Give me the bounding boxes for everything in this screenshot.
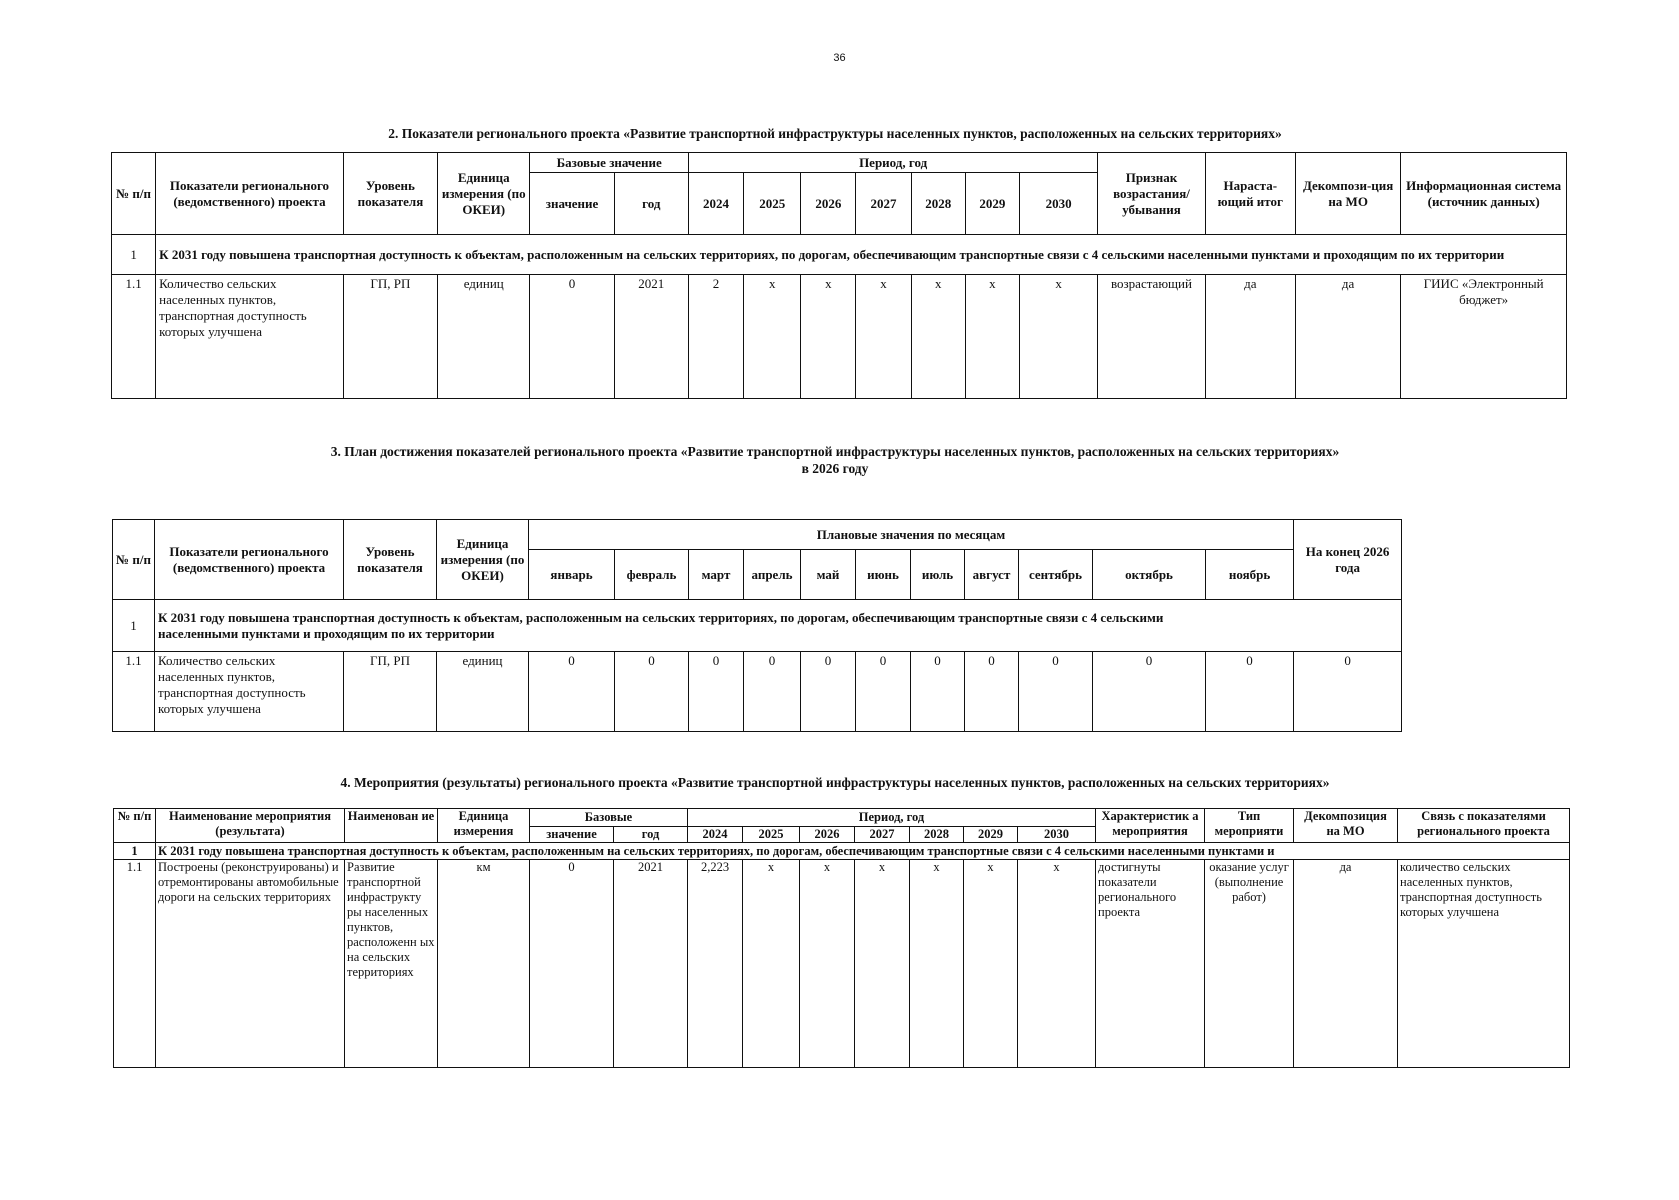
header-unit: Единица измерения (по ОКЕИ) — [438, 153, 530, 235]
row-unit: единиц — [438, 275, 530, 399]
header-year: 2027 — [855, 827, 910, 843]
table-row — [112, 275, 1567, 399]
header-month: июль — [911, 550, 965, 600]
row-value: 0 — [529, 652, 615, 732]
row-value: х — [1019, 275, 1097, 399]
row-value: 0 — [615, 652, 689, 732]
header-year: 2024 — [688, 173, 743, 235]
header-year: 2030 — [1018, 827, 1096, 843]
section3-title-line2: в 2026 году — [801, 461, 869, 476]
header-cumulative: Нараста-ющий итог — [1205, 153, 1295, 235]
section3-title — [110, 443, 1560, 477]
section2-title: 2. Показатели регионального проекта «Развитие транспортной инфраструктуры населенных пунктов, расположенных на сельских территориях» — [388, 126, 1282, 141]
row-end-value: 0 — [1294, 652, 1402, 732]
header-indicator: Показатели регионального (ведомственного) проекта — [156, 153, 344, 235]
row-base-year: 2021 — [614, 275, 688, 399]
header-num: № п/п — [112, 153, 156, 235]
header-characteristic: Характеристик а мероприятия — [1096, 809, 1205, 843]
row-value: 0 — [744, 652, 801, 732]
row-value: х — [911, 275, 965, 399]
goal-num: 1 — [112, 235, 156, 275]
header-period: Период, год — [688, 809, 1096, 827]
header-base-value: значение — [530, 173, 614, 235]
header-base-year: год — [614, 827, 688, 843]
header-year: 2028 — [911, 173, 965, 235]
measures-table — [113, 808, 1570, 1068]
row-value: х — [800, 860, 855, 1068]
row-unit: единиц — [437, 652, 529, 732]
row-decomp: да — [1295, 275, 1400, 399]
header-year: 2026 — [801, 173, 856, 235]
header-month: май — [801, 550, 856, 600]
row-unit: км — [438, 860, 530, 1068]
row-value: 0 — [965, 652, 1019, 732]
row-name: Построены (реконструированы) и отремонтированы автомобильные дороги на сельских территориях — [156, 860, 345, 1068]
row-value: 0 — [911, 652, 965, 732]
row-value: 2,223 — [688, 860, 743, 1068]
row-info: ГИИС «Электронный бюджет» — [1401, 275, 1567, 399]
header-base-value: значение — [530, 827, 614, 843]
row-value: х — [964, 860, 1018, 1068]
row-num: 1.1 — [113, 652, 155, 732]
row-base-value: 0 — [530, 275, 614, 399]
row-num: 1.1 — [112, 275, 156, 399]
header-months-group: Плановые значения по месяцам — [529, 520, 1294, 550]
goal-text: К 2031 году повышена транспортная доступность к объектам, расположенным на сельских территориях, по дорогам, обеспечивающим транспортные связи с 4 сельскими населенными пунктами и проходящим по их территории — [155, 600, 1402, 652]
row-value: 0 — [1206, 652, 1294, 732]
row-base-year: 2021 — [614, 860, 688, 1068]
row-value: 0 — [1019, 652, 1093, 732]
row-sign: возрастающий — [1098, 275, 1205, 399]
row-value: 0 — [1093, 652, 1206, 732]
table-row — [113, 652, 1402, 732]
row-characteristic: достигнуты показатели регионального проекта — [1096, 860, 1205, 1068]
row-level: ГП, РП — [344, 652, 437, 732]
row-level: ГП, РП — [343, 275, 437, 399]
row-num: 1.1 — [114, 860, 156, 1068]
header-year: 2029 — [965, 173, 1019, 235]
header-month: октябрь — [1093, 550, 1206, 600]
goal-text: К 2031 году повышена транспортная доступность к объектам, расположенным на сельских территориях, по дорогам, обеспечивающим транспортные связи с 4 сельскими населенными пунктами и проходящим по их территории — [156, 235, 1567, 275]
header-decomp: Декомпози-ция на МО — [1295, 153, 1400, 235]
header-sign: Признак возрастания/ убывания — [1098, 153, 1205, 235]
row-cumulative: да — [1205, 275, 1295, 399]
header-unit: Единица измерения (по ОКЕИ) — [437, 520, 529, 600]
header-num: № п/п — [114, 809, 156, 843]
header-decomp: Декомпозиция на МО — [1294, 809, 1398, 843]
header-year: 2030 — [1019, 173, 1097, 235]
row-value: х — [801, 275, 856, 399]
row-value: 0 — [856, 652, 911, 732]
goal-text: К 2031 году повышена транспортная доступность к объектам, расположенным на сельских территориях, по дорогам, обеспечивающим транспортные связи с 4 сельскими населенными пунктами и — [156, 843, 1570, 860]
header-naming: Наименован ие — [345, 809, 438, 843]
row-value: х — [743, 860, 800, 1068]
header-month: январь — [529, 550, 615, 600]
row-type: оказание услуг (выполнение работ) — [1205, 860, 1294, 1068]
header-level: Уровень показателя — [344, 520, 437, 600]
row-value: х — [1018, 860, 1096, 1068]
row-value: х — [856, 275, 911, 399]
goal-num: 1 — [113, 600, 155, 652]
header-name: Наименование мероприятия (результата) — [156, 809, 345, 843]
row-base-value: 0 — [530, 860, 614, 1068]
row-value: х — [910, 860, 964, 1068]
header-indicator: Показатели регионального (ведомственного) проекта — [155, 520, 344, 600]
header-year: 2029 — [964, 827, 1018, 843]
header-type: Тип мероприяти — [1205, 809, 1294, 843]
header-month: август — [965, 550, 1019, 600]
row-value: 0 — [801, 652, 856, 732]
row-decomp: да — [1294, 860, 1398, 1068]
row-link: количество сельских населенных пунктов, транспортная доступность которых улучшена — [1398, 860, 1570, 1068]
table-row — [114, 860, 1570, 1068]
header-period: Период, год — [688, 153, 1097, 173]
header-month: ноябрь — [1206, 550, 1294, 600]
header-year: 2025 — [744, 173, 801, 235]
row-value: 2 — [688, 275, 743, 399]
header-month: март — [689, 550, 744, 600]
section3-title-line1: 3. План достижения показателей регионального проекта «Развитие транспортной инфраструктуры населенных пунктов, расположенных на сельских территориях» — [330, 444, 1340, 459]
row-value: х — [855, 860, 910, 1068]
goal-num: 1 — [114, 843, 156, 860]
header-year: 2026 — [800, 827, 855, 843]
row-value: х — [744, 275, 801, 399]
header-link: Связь с показателями регионального проекта — [1398, 809, 1570, 843]
header-info: Информационная система (источник данных) — [1401, 153, 1567, 235]
row-naming: Развитие транспортной инфраструкту ры населенных пунктов, расположенн ых на сельских территориях — [345, 860, 438, 1068]
row-name: Количество сельских населенных пунктов, транспортная доступность которых улучшена — [156, 275, 344, 399]
header-unit: Единица измерения — [438, 809, 530, 843]
row-value: 0 — [689, 652, 744, 732]
header-num: № п/п — [113, 520, 155, 600]
indicators-table — [111, 152, 1567, 399]
header-base: Базовые значение — [530, 153, 689, 173]
header-year: 2024 — [688, 827, 743, 843]
header-year: 2027 — [856, 173, 911, 235]
header-end: На конец 2026 года — [1294, 520, 1402, 600]
header-month: февраль — [615, 550, 689, 600]
section4-title: 4. Мероприятия (результаты) регионального проекта «Развитие транспортной инфраструктуры населенных пунктов, расположенных на сельских территориях» — [340, 775, 1330, 790]
header-month: июнь — [856, 550, 911, 600]
row-value: х — [965, 275, 1019, 399]
header-base: Базовые — [530, 809, 688, 827]
header-year: 2025 — [743, 827, 800, 843]
page-number: 36 — [833, 52, 846, 64]
header-base-year: год — [614, 173, 688, 235]
header-year: 2028 — [910, 827, 964, 843]
plan-table — [112, 519, 1402, 732]
header-month: апрель — [744, 550, 801, 600]
header-level: Уровень показателя — [343, 153, 437, 235]
row-name: Количество сельских населенных пунктов, транспортная доступность которых улучшена — [155, 652, 344, 732]
header-month: сентябрь — [1019, 550, 1093, 600]
